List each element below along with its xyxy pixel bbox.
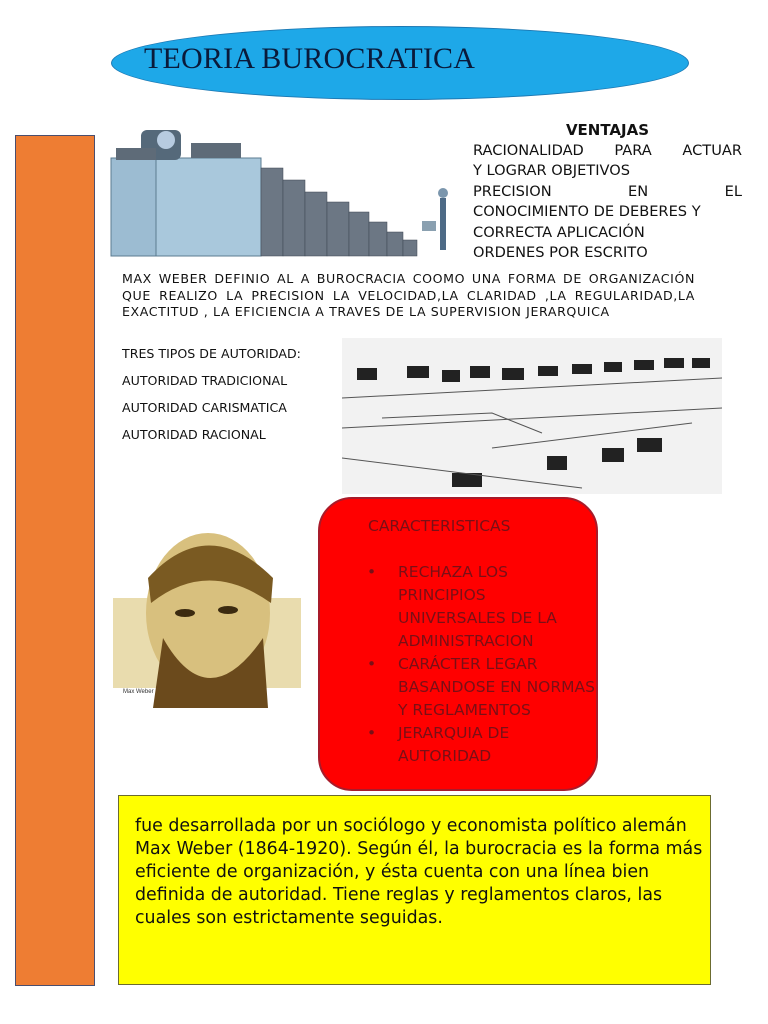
ventajas-line: ORDENES POR ESCRITO	[473, 244, 648, 261]
authority-type-item: AUTORIDAD TRADICIONAL	[122, 373, 288, 388]
ventajas-line: CONOCIMIENTO DE DEBERES Y	[473, 203, 701, 220]
authority-types-list	[122, 346, 301, 454]
weber-definition-text: MAX WEBER DEFINIO AL A BUROCRACIA COOMO UNA FORMA DE ORGANIZACIÓN QUE REALIZO LA PRECISION LA VELOCIDAD,LA CLARIDAD ,LA REGULARIDAD,LA EXACTITUD , LA EFICIENCIA A TRAVES DE LA SUPERVISION JERARQUICA	[122, 271, 695, 319]
authority-type-item: AUTORIDAD CARISMATICA	[122, 400, 287, 415]
caracteristicas-heading: CARACTERISTICAS	[368, 517, 511, 535]
bullet-icon: •	[367, 724, 377, 742]
summary-text: fue desarrollada por un sociólogo y economista político alemán Max Weber (1864-1920). Según él, la burocracia es la forma más eficiente de organización, y ésta cuenta con una línea bien definida de autoridad. Tiene reglas y reglamentos claros, las cuales son estrictamente seguidas.	[135, 816, 703, 928]
orange-sidebar-bar	[15, 135, 95, 986]
ventajas-section	[473, 120, 742, 264]
ventajas-line: PRECISION EN EL	[473, 182, 742, 200]
authority-type-item: AUTORIDAD RACIONAL	[122, 427, 266, 442]
caracteristicas-box	[318, 497, 598, 791]
ventajas-heading: VENTAJAS	[565, 121, 650, 139]
caracteristica-item: • RECHAZA LOS PRINCIPIOS UNIVERSALES DE LA ADMINISTRACION	[367, 563, 557, 650]
bullet-icon: •	[367, 563, 377, 581]
office-sketch-image	[342, 338, 722, 494]
bullet-icon: •	[367, 655, 377, 673]
ventajas-line: CORRECTA APLICACIÓN	[473, 223, 645, 241]
stairs-illustration-image	[96, 118, 466, 261]
page-title: TEORIA BUROCRATICA	[144, 42, 476, 75]
caracteristica-item: • CARÁCTER LEGAR BASANDOSE EN NORMAS Y REGLAMENTOS	[367, 655, 595, 719]
portrait-caption: Max Weber	[123, 689, 154, 695]
max-weber-portrait-image	[113, 518, 301, 718]
authority-types-heading: TRES TIPOS DE AUTORIDAD:	[122, 346, 301, 361]
ventajas-line: RACIONALIDAD PARA ACTUAR	[473, 141, 742, 159]
ventajas-line: Y LOGRAR OBJETIVOS	[473, 162, 630, 179]
caracteristicas-list	[320, 561, 598, 768]
summary-box	[118, 795, 711, 985]
caracteristica-item: • JERARQUIA DE AUTORIDAD	[367, 724, 510, 765]
